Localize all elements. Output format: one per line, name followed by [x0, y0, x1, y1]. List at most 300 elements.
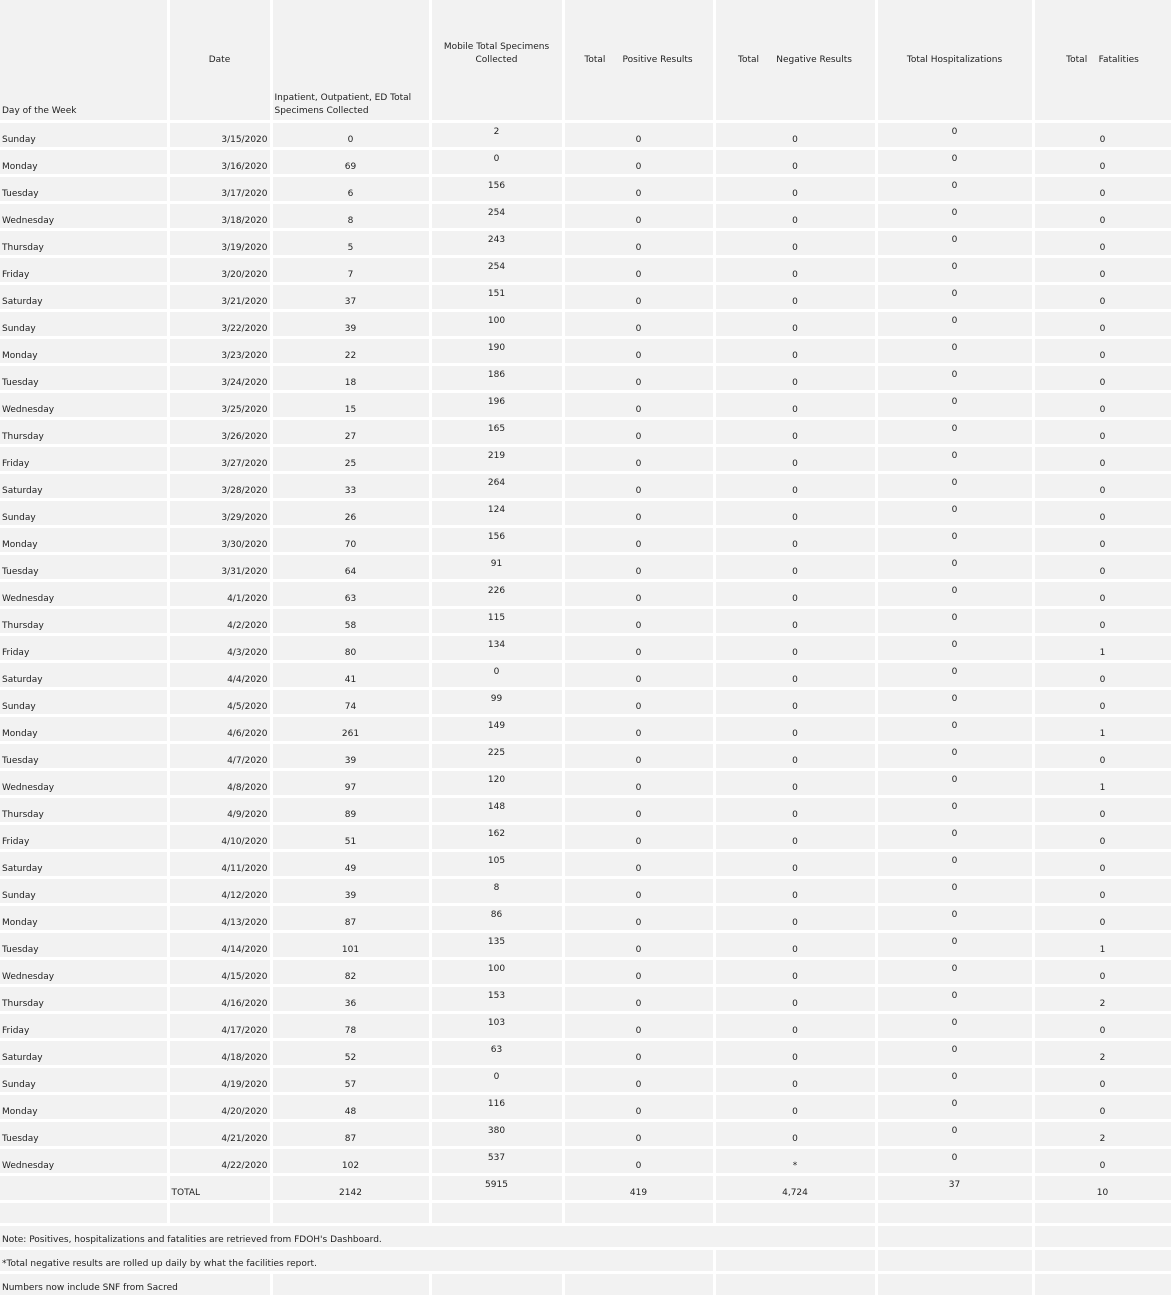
hospitalizations-cell: 0	[876, 473, 1033, 500]
note-row	[0, 1273, 1172, 1297]
negative-cell: 0	[714, 1040, 876, 1067]
day-cell: Saturday	[0, 473, 168, 500]
mobile-cell: 190	[430, 338, 563, 365]
negative-cell: 0	[714, 986, 876, 1013]
positive-cell: 0	[563, 689, 714, 716]
mobile-cell: 162	[430, 824, 563, 851]
positive-cell: 0	[563, 959, 714, 986]
positive-cell: 0	[563, 635, 714, 662]
inpatient-cell: 27	[271, 419, 430, 446]
negative-cell: 0	[714, 797, 876, 824]
date-cell: 3/24/2020	[168, 365, 271, 392]
positive-cell: 0	[563, 851, 714, 878]
date-cell: 3/18/2020	[168, 203, 271, 230]
mobile-cell: 100	[430, 311, 563, 338]
fatalities-cell: 1	[1033, 716, 1172, 743]
day-cell: Sunday	[0, 500, 168, 527]
hospitalizations-cell: 0	[876, 230, 1033, 257]
table-row	[0, 1094, 1172, 1121]
day-cell: Sunday	[0, 122, 168, 149]
inpatient-cell: 6	[271, 176, 430, 203]
date-cell: 4/16/2020	[168, 986, 271, 1013]
date-cell: 4/22/2020	[168, 1148, 271, 1175]
negative-cell: 0	[714, 311, 876, 338]
table-row	[0, 365, 1172, 392]
mobile-cell: 151	[430, 284, 563, 311]
blank-cell	[271, 1202, 430, 1225]
hospitalizations-cell: 0	[876, 878, 1033, 905]
day-cell: Sunday	[0, 1067, 168, 1094]
positive-cell: 0	[563, 257, 714, 284]
positive-cell: 0	[563, 284, 714, 311]
negative-cell: 0	[714, 176, 876, 203]
day-cell: Sunday	[0, 689, 168, 716]
hospitalizations-cell: 0	[876, 662, 1033, 689]
mobile-cell: 120	[430, 770, 563, 797]
header-mobile: Mobile Total Specimens Collected	[430, 0, 563, 122]
blank-cell	[0, 1202, 168, 1225]
mobile-cell: 0	[430, 149, 563, 176]
inpatient-cell: 18	[271, 365, 430, 392]
inpatient-cell: 49	[271, 851, 430, 878]
positive-cell: 0	[563, 122, 714, 149]
mobile-cell: 99	[430, 689, 563, 716]
day-cell: Monday	[0, 527, 168, 554]
negative-cell: 0	[714, 824, 876, 851]
table-row	[0, 149, 1172, 176]
hospitalizations-cell: 0	[876, 608, 1033, 635]
date-cell: 4/4/2020	[168, 662, 271, 689]
date-cell: 3/21/2020	[168, 284, 271, 311]
hospitalizations-cell: 0	[876, 743, 1033, 770]
negative-cell: 0	[714, 1013, 876, 1040]
mobile-cell: 115	[430, 608, 563, 635]
hospitalizations-cell: 0	[876, 797, 1033, 824]
inpatient-cell: 87	[271, 1121, 430, 1148]
negative-cell: 0	[714, 392, 876, 419]
total-inpatient: 2142	[271, 1175, 430, 1202]
day-cell: Saturday	[0, 1040, 168, 1067]
fatalities-cell: 2	[1033, 1040, 1172, 1067]
negative-cell: 0	[714, 446, 876, 473]
negative-cell: 0	[714, 743, 876, 770]
hospitalizations-cell: 0	[876, 689, 1033, 716]
date-cell: 4/8/2020	[168, 770, 271, 797]
hospitalizations-cell: 0	[876, 770, 1033, 797]
negative-cell: 0	[714, 527, 876, 554]
fatalities-cell: 1	[1033, 932, 1172, 959]
mobile-cell: 186	[430, 365, 563, 392]
positive-cell: 0	[563, 608, 714, 635]
mobile-cell: 0	[430, 1067, 563, 1094]
note-filler-cell	[1033, 1225, 1172, 1249]
table-row	[0, 716, 1172, 743]
inpatient-cell: 74	[271, 689, 430, 716]
negative-cell: 0	[714, 419, 876, 446]
hospitalizations-cell: 0	[876, 284, 1033, 311]
day-cell: Friday	[0, 635, 168, 662]
date-cell: 4/19/2020	[168, 1067, 271, 1094]
inpatient-cell: 63	[271, 581, 430, 608]
date-cell: 4/14/2020	[168, 932, 271, 959]
total-row	[0, 1175, 1172, 1202]
table-row	[0, 1148, 1172, 1175]
fatalities-cell: 0	[1033, 1013, 1172, 1040]
date-cell: 4/18/2020	[168, 1040, 271, 1067]
inpatient-cell: 261	[271, 716, 430, 743]
day-cell: Saturday	[0, 662, 168, 689]
negative-cell: 0	[714, 932, 876, 959]
table-row	[0, 284, 1172, 311]
positive-cell: 0	[563, 932, 714, 959]
day-cell: Wednesday	[0, 959, 168, 986]
mobile-cell: 537	[430, 1148, 563, 1175]
negative-cell: 0	[714, 1094, 876, 1121]
positive-cell: 0	[563, 230, 714, 257]
header-hospitalizations: Total Hospitalizations	[876, 0, 1033, 122]
inpatient-cell: 97	[271, 770, 430, 797]
inpatient-cell: 80	[271, 635, 430, 662]
day-cell: Wednesday	[0, 392, 168, 419]
fatalities-cell: 0	[1033, 1094, 1172, 1121]
header-date: Date	[168, 0, 271, 122]
fatalities-cell: 2	[1033, 1121, 1172, 1148]
total-mobile: 5915	[430, 1175, 563, 1202]
positive-cell: 0	[563, 554, 714, 581]
positive-cell: 0	[563, 527, 714, 554]
note-text: *Total negative results are rolled up daily by what the facilities report.	[0, 1249, 714, 1273]
inpatient-cell: 101	[271, 932, 430, 959]
date-cell: 3/26/2020	[168, 419, 271, 446]
positive-cell: 0	[563, 419, 714, 446]
mobile-cell: 91	[430, 554, 563, 581]
date-cell: 4/6/2020	[168, 716, 271, 743]
hospitalizations-cell: 0	[876, 338, 1033, 365]
negative-cell: 0	[714, 554, 876, 581]
note-filler-cell	[714, 1273, 876, 1297]
positive-cell: 0	[563, 1067, 714, 1094]
total-fatalities: 10	[1033, 1175, 1172, 1202]
date-cell: 3/31/2020	[168, 554, 271, 581]
table-row	[0, 932, 1172, 959]
fatalities-cell: 0	[1033, 824, 1172, 851]
inpatient-cell: 78	[271, 1013, 430, 1040]
table-row	[0, 230, 1172, 257]
table-row	[0, 743, 1172, 770]
day-cell: Thursday	[0, 986, 168, 1013]
negative-cell: 0	[714, 284, 876, 311]
date-cell: 3/23/2020	[168, 338, 271, 365]
mobile-cell: 153	[430, 986, 563, 1013]
date-cell: 3/17/2020	[168, 176, 271, 203]
header-row	[0, 0, 1172, 122]
mobile-cell: 156	[430, 176, 563, 203]
negative-cell: 0	[714, 500, 876, 527]
note-filler-cell	[563, 1273, 714, 1297]
inpatient-cell: 39	[271, 878, 430, 905]
positive-cell: 0	[563, 662, 714, 689]
note-text: Note: Positives, hospitalizations and fatalities are retrieved from FDOH's Dashboard.	[0, 1225, 876, 1249]
positive-cell: 0	[563, 1094, 714, 1121]
inpatient-cell: 7	[271, 257, 430, 284]
positive-cell: 0	[563, 446, 714, 473]
positive-cell: 0	[563, 581, 714, 608]
fatalities-cell: 0	[1033, 959, 1172, 986]
fatalities-cell: 0	[1033, 149, 1172, 176]
inpatient-cell: 0	[271, 122, 430, 149]
table-row	[0, 1121, 1172, 1148]
day-cell: Tuesday	[0, 1121, 168, 1148]
day-cell: Tuesday	[0, 554, 168, 581]
date-cell: 3/30/2020	[168, 527, 271, 554]
hospitalizations-cell: 0	[876, 932, 1033, 959]
inpatient-cell: 70	[271, 527, 430, 554]
mobile-cell: 103	[430, 1013, 563, 1040]
positive-cell: 0	[563, 1013, 714, 1040]
negative-cell: 0	[714, 257, 876, 284]
hospitalizations-cell: 0	[876, 311, 1033, 338]
fatalities-cell: 0	[1033, 878, 1172, 905]
hospitalizations-cell: 0	[876, 1121, 1033, 1148]
negative-cell: 0	[714, 1121, 876, 1148]
fatalities-cell: 0	[1033, 230, 1172, 257]
table-row	[0, 824, 1172, 851]
fatalities-cell: 0	[1033, 581, 1172, 608]
negative-cell: 0	[714, 851, 876, 878]
negative-cell: 0	[714, 230, 876, 257]
table-row	[0, 986, 1172, 1013]
mobile-cell: 124	[430, 500, 563, 527]
mobile-cell: 264	[430, 473, 563, 500]
date-cell: 3/28/2020	[168, 473, 271, 500]
hospitalizations-cell: 0	[876, 1067, 1033, 1094]
mobile-cell: 116	[430, 1094, 563, 1121]
fatalities-cell: 0	[1033, 662, 1172, 689]
negative-cell: 0	[714, 905, 876, 932]
fatalities-cell: 0	[1033, 797, 1172, 824]
negative-cell: 0	[714, 365, 876, 392]
table-row	[0, 635, 1172, 662]
fatalities-cell: 0	[1033, 473, 1172, 500]
positive-cell: 0	[563, 905, 714, 932]
positive-cell: 0	[563, 203, 714, 230]
mobile-cell: 149	[430, 716, 563, 743]
note-row	[0, 1249, 1172, 1273]
negative-cell: 0	[714, 149, 876, 176]
positive-cell: 0	[563, 176, 714, 203]
hospitalizations-cell: 0	[876, 851, 1033, 878]
negative-cell: 0	[714, 338, 876, 365]
table-row	[0, 581, 1172, 608]
fatalities-cell: 0	[1033, 689, 1172, 716]
total-positive: 419	[563, 1175, 714, 1202]
fatalities-cell: 0	[1033, 743, 1172, 770]
positive-cell: 0	[563, 716, 714, 743]
hospitalizations-cell: 0	[876, 527, 1033, 554]
table-row	[0, 257, 1172, 284]
fatalities-cell: 0	[1033, 608, 1172, 635]
hospitalizations-cell: 0	[876, 392, 1033, 419]
mobile-cell: 219	[430, 446, 563, 473]
mobile-cell: 86	[430, 905, 563, 932]
blank-cell	[1033, 1202, 1172, 1225]
positive-cell: 0	[563, 743, 714, 770]
day-cell: Friday	[0, 257, 168, 284]
table-row	[0, 1067, 1172, 1094]
negative-cell: 0	[714, 608, 876, 635]
table-row	[0, 689, 1172, 716]
negative-cell: 0	[714, 635, 876, 662]
inpatient-cell: 39	[271, 311, 430, 338]
positive-cell: 0	[563, 473, 714, 500]
note-filler-cell	[271, 1273, 430, 1297]
positive-cell: 0	[563, 1040, 714, 1067]
date-cell: 4/11/2020	[168, 851, 271, 878]
negative-cell: 0	[714, 581, 876, 608]
hospitalizations-cell: 0	[876, 986, 1033, 1013]
positive-cell: 0	[563, 770, 714, 797]
total-label: TOTAL	[168, 1175, 271, 1202]
inpatient-cell: 58	[271, 608, 430, 635]
table-row	[0, 392, 1172, 419]
hospitalizations-cell: 0	[876, 581, 1033, 608]
mobile-cell: 254	[430, 203, 563, 230]
date-cell: 4/15/2020	[168, 959, 271, 986]
date-cell: 4/2/2020	[168, 608, 271, 635]
note-filler-cell	[430, 1273, 563, 1297]
mobile-cell: 134	[430, 635, 563, 662]
day-cell: Wednesday	[0, 1148, 168, 1175]
mobile-cell: 380	[430, 1121, 563, 1148]
positive-cell: 0	[563, 149, 714, 176]
date-cell: 3/25/2020	[168, 392, 271, 419]
header-fatalities: Total Fatalities	[1033, 0, 1172, 122]
hospitalizations-cell: 0	[876, 905, 1033, 932]
date-cell: 4/13/2020	[168, 905, 271, 932]
inpatient-cell: 51	[271, 824, 430, 851]
hospitalizations-cell: 0	[876, 824, 1033, 851]
blank-row	[0, 1202, 1172, 1225]
inpatient-cell: 36	[271, 986, 430, 1013]
hospitalizations-cell: 0	[876, 1013, 1033, 1040]
inpatient-cell: 8	[271, 203, 430, 230]
inpatient-cell: 39	[271, 743, 430, 770]
mobile-cell: 148	[430, 797, 563, 824]
day-cell: Sunday	[0, 878, 168, 905]
fatalities-cell: 0	[1033, 203, 1172, 230]
day-cell: Monday	[0, 716, 168, 743]
fatalities-cell: 1	[1033, 635, 1172, 662]
hospitalizations-cell: 0	[876, 500, 1033, 527]
negative-cell: 0	[714, 203, 876, 230]
total-negative: 4,724	[714, 1175, 876, 1202]
date-cell: 3/19/2020	[168, 230, 271, 257]
inpatient-cell: 25	[271, 446, 430, 473]
fatalities-cell: 0	[1033, 176, 1172, 203]
inpatient-cell: 89	[271, 797, 430, 824]
date-cell: 4/20/2020	[168, 1094, 271, 1121]
table-row	[0, 851, 1172, 878]
inpatient-cell: 82	[271, 959, 430, 986]
date-cell: 4/1/2020	[168, 581, 271, 608]
positive-cell: 0	[563, 1121, 714, 1148]
date-cell: 4/10/2020	[168, 824, 271, 851]
date-cell: 3/22/2020	[168, 311, 271, 338]
day-cell: Thursday	[0, 608, 168, 635]
mobile-cell: 0	[430, 662, 563, 689]
mobile-cell: 165	[430, 419, 563, 446]
fatalities-cell: 0	[1033, 1148, 1172, 1175]
hospitalizations-cell: 0	[876, 1094, 1033, 1121]
total-empty-cell	[0, 1175, 168, 1202]
table-row	[0, 905, 1172, 932]
day-cell: Saturday	[0, 284, 168, 311]
table-row	[0, 608, 1172, 635]
table-row	[0, 122, 1172, 149]
fatalities-cell: 0	[1033, 392, 1172, 419]
hospitalizations-cell: 0	[876, 257, 1033, 284]
inpatient-cell: 37	[271, 284, 430, 311]
note-filler-cell	[714, 1249, 876, 1273]
table-row	[0, 338, 1172, 365]
day-cell: Monday	[0, 905, 168, 932]
hospitalizations-cell: 0	[876, 959, 1033, 986]
hospitalizations-cell: 0	[876, 635, 1033, 662]
positive-cell: 0	[563, 365, 714, 392]
mobile-cell: 105	[430, 851, 563, 878]
header-negative: Total Negative Results	[714, 0, 876, 122]
fatalities-cell: 0	[1033, 905, 1172, 932]
note-filler-cell	[1033, 1273, 1172, 1297]
hospitalizations-cell: 0	[876, 203, 1033, 230]
inpatient-cell: 48	[271, 1094, 430, 1121]
negative-cell: 0	[714, 770, 876, 797]
mobile-cell: 100	[430, 959, 563, 986]
hospitalizations-cell: 0	[876, 716, 1033, 743]
mobile-cell: 254	[430, 257, 563, 284]
fatalities-cell: 2	[1033, 986, 1172, 1013]
positive-cell: 0	[563, 500, 714, 527]
hospitalizations-cell: 0	[876, 554, 1033, 581]
inpatient-cell: 52	[271, 1040, 430, 1067]
fatalities-cell: 0	[1033, 122, 1172, 149]
date-cell: 4/17/2020	[168, 1013, 271, 1040]
day-cell: Friday	[0, 1013, 168, 1040]
header-day: Day of the Week	[0, 0, 168, 122]
note-filler-cell	[876, 1249, 1033, 1273]
hospitalizations-cell: 0	[876, 1040, 1033, 1067]
blank-cell	[430, 1202, 563, 1225]
table-row	[0, 500, 1172, 527]
date-cell: 4/21/2020	[168, 1121, 271, 1148]
negative-cell: *	[714, 1148, 876, 1175]
fatalities-cell: 0	[1033, 446, 1172, 473]
inpatient-cell: 87	[271, 905, 430, 932]
inpatient-cell: 64	[271, 554, 430, 581]
note-filler-cell	[876, 1225, 1033, 1249]
positive-cell: 0	[563, 392, 714, 419]
hospitalizations-cell: 0	[876, 176, 1033, 203]
day-cell: Wednesday	[0, 770, 168, 797]
negative-cell: 0	[714, 689, 876, 716]
table-row	[0, 203, 1172, 230]
day-cell: Friday	[0, 446, 168, 473]
fatalities-cell: 0	[1033, 527, 1172, 554]
fatalities-cell: 0	[1033, 311, 1172, 338]
fatalities-cell: 0	[1033, 419, 1172, 446]
date-cell: 3/20/2020	[168, 257, 271, 284]
table-row	[0, 446, 1172, 473]
